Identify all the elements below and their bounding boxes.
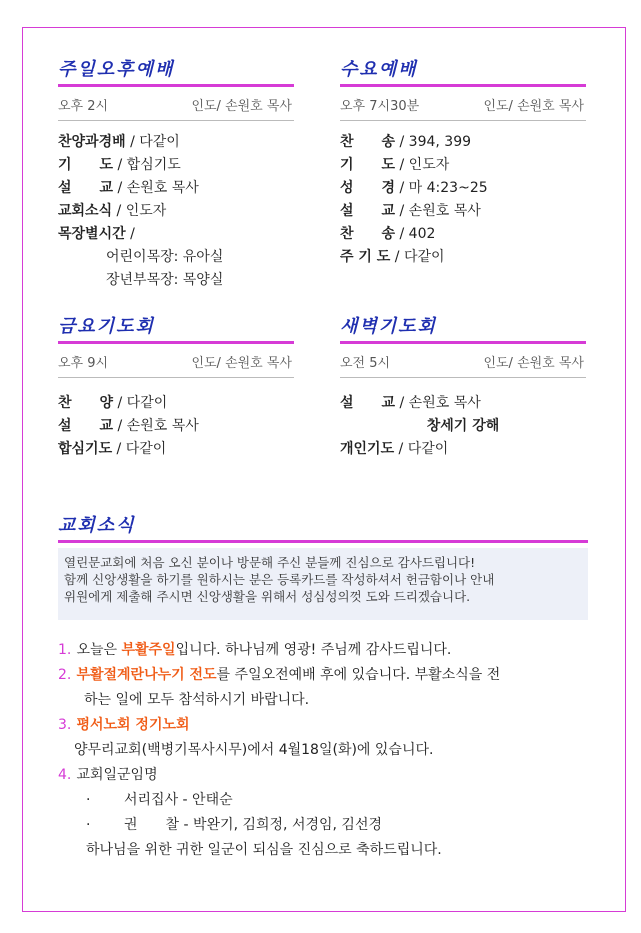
order-row — [58, 438, 294, 461]
service-meta — [58, 95, 294, 121]
order-row — [58, 131, 294, 154]
row-label: 주 기 도 — [340, 249, 391, 265]
order-of-service — [340, 131, 586, 269]
section-title: 교회소식 — [58, 515, 136, 536]
item-highlight: 부활주일 — [121, 642, 176, 658]
order-row — [58, 154, 294, 177]
service-meta — [340, 95, 586, 121]
bullet-dot: · — [86, 792, 91, 808]
title-rule — [58, 84, 294, 87]
row-label: 찬양과경배 — [58, 134, 126, 150]
group-room: 어린이목장: 유아실 — [106, 249, 224, 265]
sermon-series: 창세기 강해 — [426, 418, 500, 434]
service-leader: 인도/ 손원호 목사 — [483, 99, 584, 114]
order-of-service — [340, 392, 586, 461]
row-value: / 다같이 — [394, 441, 449, 457]
service-time: 오후 7시30분 — [340, 99, 420, 114]
order-of-service — [58, 131, 294, 292]
service-leader: 인도/ 손원호 목사 — [483, 356, 584, 371]
order-row — [340, 177, 586, 200]
item-highlight: 부활절계란나누기 전도 — [76, 667, 217, 683]
title-rule — [340, 341, 586, 344]
order-row — [58, 223, 294, 246]
row-value: / 다같이 — [112, 441, 167, 457]
row-label: 합심기도 — [58, 441, 113, 457]
row-value: / 다같이 — [113, 395, 168, 411]
order-row — [58, 415, 294, 438]
closing-text: 하나님을 위한 귀한 일군이 되심을 진심으로 축하드립니다. — [86, 842, 442, 858]
item-text: 입니다. 하나님께 영광! 주님께 감사드립니다. — [175, 642, 452, 658]
church-news-header — [58, 514, 588, 543]
service-meta — [340, 352, 586, 378]
welcome-notice — [58, 548, 588, 620]
notice-line: 위원에게 제출해 주시면 신앙생활을 위해서 성심성의껏 도와 드리겠습니다. — [64, 589, 471, 604]
order-row — [340, 200, 586, 223]
item-number: 3. — [58, 717, 72, 733]
row-label: 기 도 — [58, 157, 114, 173]
service-time: 오후 2시 — [58, 99, 109, 114]
row-label: 설 교 — [340, 203, 396, 219]
service-leader: 인도/ 손원호 목사 — [191, 356, 292, 371]
row-label: 교회소식 — [58, 203, 113, 219]
section-title: 수요예배 — [340, 59, 418, 80]
notice-line: 함께 신앙생활을 하기를 원하시는 분은 등록카드를 작성하셔서 헌금함이나 안내 — [64, 572, 495, 587]
item-continuation: 하는 일에 모두 참석하시기 바랍니다. — [84, 692, 310, 708]
item-text: 를 주일오전예배 후에 있습니다. 부활소식을 전 — [216, 667, 501, 683]
row-value: / 394, 399 — [395, 134, 472, 150]
row-value: / 손원호 목사 — [113, 180, 199, 196]
item-number: 2. — [58, 667, 72, 683]
friday-prayer-meeting — [58, 315, 294, 461]
row-value: / 다같이 — [125, 134, 180, 150]
row-value: / 손원호 목사 — [395, 395, 481, 411]
order-row — [340, 246, 586, 269]
item-continuation: 양무리교회(백병기목사시무)에서 4월18일(화)에 있습니다. — [74, 742, 434, 758]
item-text: 교회일군임명 — [76, 767, 158, 783]
appointment-text: 권 찰 - 박완기, 김희정, 서경임, 김선경 — [124, 817, 382, 833]
section-title: 주일오후예배 — [58, 59, 175, 80]
order-row — [340, 438, 586, 461]
row-value: / 다같이 — [390, 249, 445, 265]
order-of-service — [58, 392, 294, 461]
row-label: 찬 송 — [340, 226, 396, 242]
news-item — [58, 713, 598, 738]
title-rule — [58, 341, 294, 344]
section-title: 금요기도회 — [58, 316, 155, 337]
bullet-dot: · — [86, 817, 91, 833]
item-highlight: 평서노회 정기노회 — [76, 717, 190, 733]
notice-line: 열린문교회에 처음 오신 분이나 방문해 주신 분들께 진심으로 감사드립니다! — [64, 555, 476, 570]
news-item — [58, 663, 598, 688]
order-row — [340, 154, 586, 177]
service-meta — [58, 352, 294, 378]
row-value: / 손원호 목사 — [113, 418, 199, 434]
service-leader: 인도/ 손원호 목사 — [191, 99, 292, 114]
row-value: / 손원호 목사 — [395, 203, 481, 219]
row-value: / 인도자 — [395, 157, 450, 173]
item-number: 4. — [58, 767, 72, 783]
title-rule — [58, 540, 588, 543]
appointment-text: 서리집사 - 안태순 — [124, 792, 233, 808]
row-label: 찬 양 — [58, 395, 114, 411]
news-item — [58, 763, 598, 788]
sunday-afternoon-service — [58, 58, 294, 292]
row-label: 성 경 — [340, 180, 396, 196]
appointment-row — [58, 788, 598, 813]
row-label: 목장별시간 — [58, 226, 126, 242]
item-number: 1. — [58, 642, 72, 658]
row-label: 설 교 — [58, 418, 114, 434]
row-value: / 인도자 — [112, 203, 167, 219]
row-label: 기 도 — [340, 157, 396, 173]
row-value: / 합심기도 — [113, 157, 181, 173]
row-label: 개인기도 — [340, 441, 395, 457]
row-value: / 마 4:23~25 — [395, 180, 488, 196]
order-row — [340, 392, 586, 415]
order-row — [340, 131, 586, 154]
service-time: 오후 9시 — [58, 356, 109, 371]
order-row — [340, 223, 586, 246]
row-label: 설 교 — [58, 180, 114, 196]
news-list — [58, 638, 598, 863]
news-item — [58, 638, 598, 663]
order-row — [58, 200, 294, 223]
group-room: 장년부목장: 목양실 — [106, 272, 224, 288]
item-text: 오늘은 — [76, 642, 122, 658]
wednesday-service — [340, 58, 586, 269]
order-row — [58, 392, 294, 415]
appointment-row — [58, 813, 598, 838]
row-label: 찬 송 — [340, 134, 396, 150]
order-row — [58, 177, 294, 200]
dawn-prayer-meeting — [340, 315, 586, 461]
service-time: 오전 5시 — [340, 356, 391, 371]
row-value: / — [125, 226, 135, 242]
section-title: 새벽기도회 — [340, 316, 437, 337]
title-rule — [340, 84, 586, 87]
row-label: 설 교 — [340, 395, 396, 411]
row-value: / 402 — [395, 226, 436, 242]
